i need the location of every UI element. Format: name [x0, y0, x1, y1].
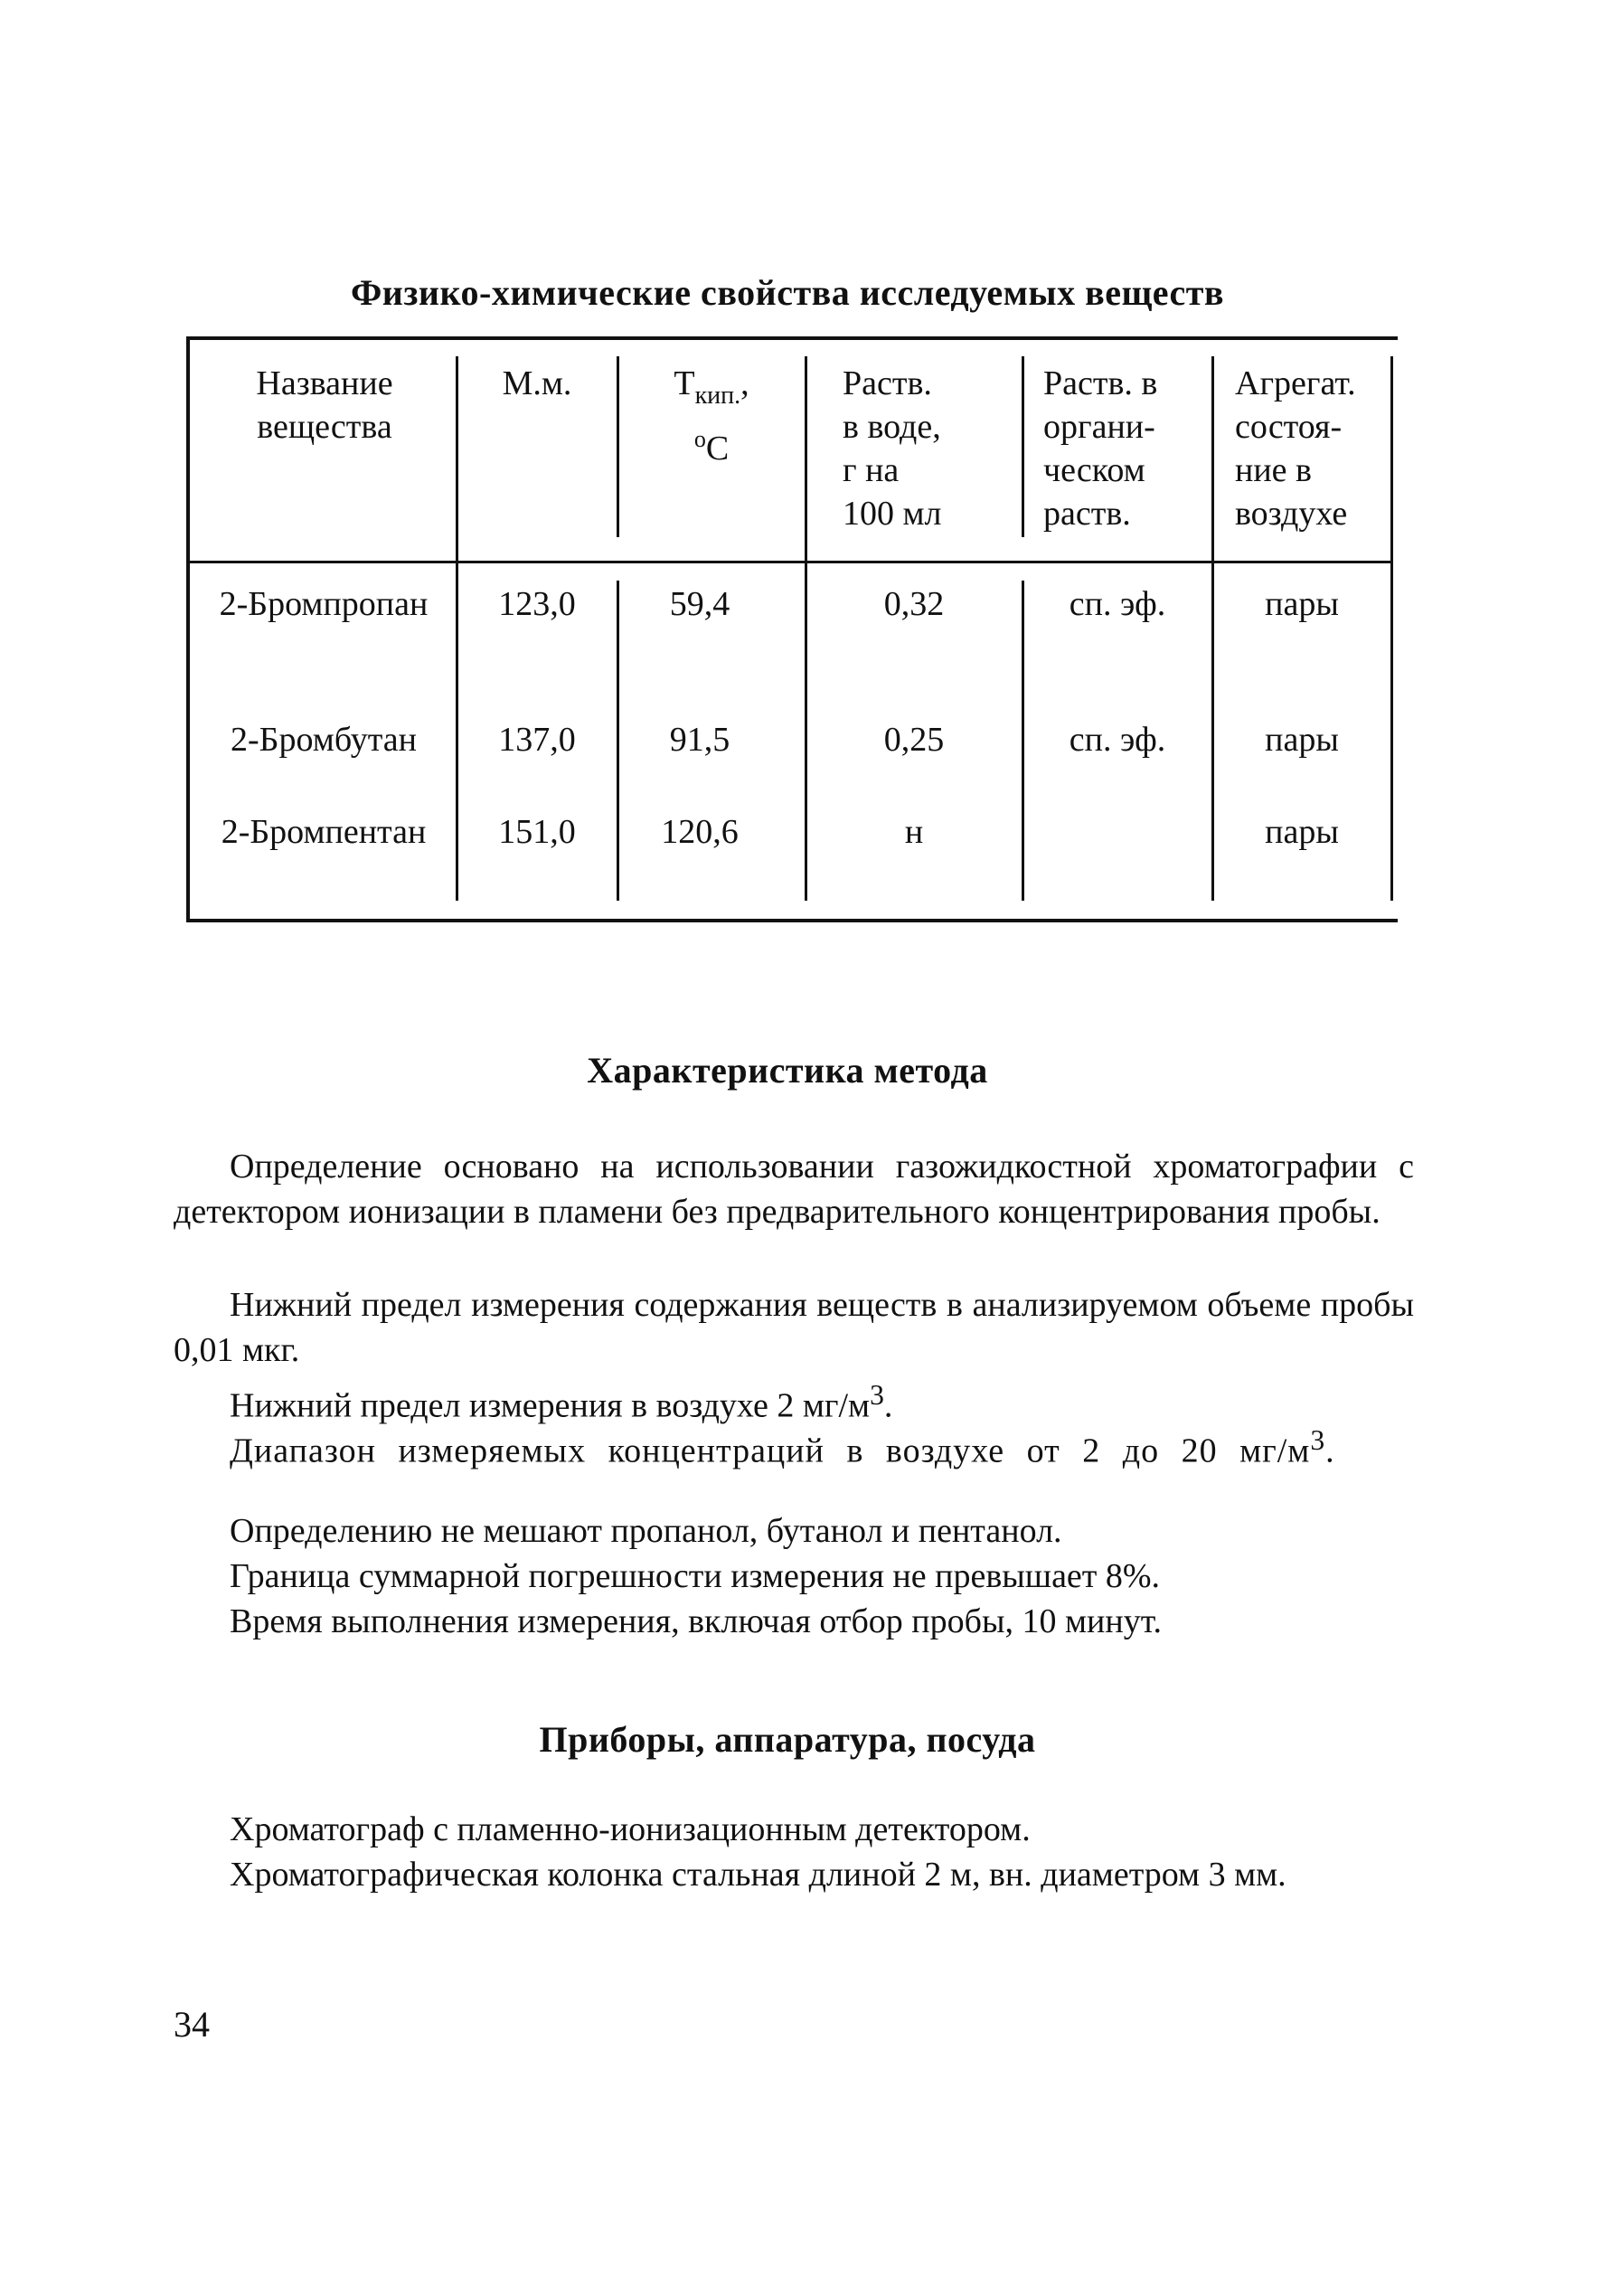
paragraph-duration: Время выполнения измерения, включая отбор пробы, 10 минут. — [230, 1602, 1162, 1640]
header-state-line: воздухе — [1235, 495, 1348, 533]
table-top-rule — [186, 336, 1398, 340]
degree-sign: o — [693, 426, 706, 452]
table-cell-molar-mass: 151,0 — [498, 813, 576, 851]
table-cell-boiling-point: 59,4 — [669, 585, 730, 623]
table-cell-water-solubility: 0,25 — [883, 721, 945, 759]
header-boiling-unit — [618, 418, 805, 470]
header-aggregate-state — [1235, 362, 1389, 535]
sentence-end: . — [883, 1386, 893, 1425]
superscript-cube: 3 — [870, 1379, 884, 1411]
header-name-line: вещества — [257, 408, 392, 446]
header-state-line: состоя- — [1235, 408, 1343, 446]
properties-table — [186, 336, 1398, 922]
header-organic-line: органи- — [1043, 408, 1155, 446]
section-heading-method: Характеристика метода — [587, 1050, 988, 1091]
header-boiling-subscript: кип. — [694, 382, 741, 410]
table-cell-aggregate-state: пары — [1265, 721, 1339, 759]
paragraph-range — [174, 1418, 1414, 1474]
header-organic-solubility — [1043, 362, 1210, 535]
header-molar-mass: М.м. — [502, 364, 572, 402]
header-water-solubility — [843, 362, 1020, 535]
range-text: Диапазон измеряемых концентраций в воздухе от 2 до 20 мг/м — [230, 1431, 1311, 1470]
table-cell-name: 2-Бромпентан — [221, 813, 427, 851]
paragraph-no-interference: Определению не мешают пропанол, бутанол и пентанол. — [230, 1512, 1062, 1550]
header-boiling-line — [618, 362, 805, 418]
table-cell-water-solubility: 0,32 — [883, 585, 945, 623]
header-organic-line: раств. — [1043, 495, 1131, 533]
header-water-line: в воде, — [843, 408, 941, 446]
celsius-unit: C — [705, 430, 730, 468]
paragraph-chromatograph: Хроматограф с пламенно-ионизационным детектором. — [230, 1810, 1031, 1848]
header-state-line: Агрегат. — [1235, 364, 1356, 402]
table-bottom-rule — [186, 919, 1398, 922]
paragraph-lower-limit-sample: Нижний предел измерения содержания веществ в анализируемом объеме пробы 0,01 мкг. — [174, 1286, 1414, 1369]
header-name — [195, 362, 454, 449]
paragraph-method-basis: Определение основано на использовании газожидкостной хроматографии с детектором ионизации в пламени без предварительного концентрирования пробы. — [174, 1148, 1414, 1231]
lower-limit-air-text: Нижний предел измерения в воздухе 2 мг/м — [230, 1386, 871, 1425]
header-water-line: 100 мл — [843, 495, 942, 533]
table-cell-aggregate-state: пары — [1265, 585, 1339, 623]
paragraph-column: Хроматографическая колонка стальная длиной 2 м, вн. диаметром 3 мм. — [230, 1856, 1286, 1894]
header-boiling-separator: , — [740, 364, 749, 402]
table-cell-water-solubility: н — [904, 813, 924, 851]
sentence-end: . — [1325, 1431, 1335, 1470]
table-caption: Физико-химические свойства исследуемых веществ — [350, 272, 1225, 313]
table-cell-boiling-point: 120,6 — [661, 813, 739, 851]
header-name-line: Название — [256, 364, 393, 402]
superscript-cube: 3 — [1310, 1424, 1326, 1456]
table-cell-organic-solubility: сп. эф. — [1069, 585, 1166, 623]
table-cell-organic-solubility: сп. эф. — [1069, 721, 1166, 759]
header-water-line: Раств. — [843, 364, 932, 402]
header-boiling-point — [618, 362, 805, 470]
table-cell-name: 2-Бромбутан — [231, 721, 417, 759]
paragraph-error-bound: Граница суммарной погрешности измерения не превышает 8%. — [230, 1557, 1161, 1595]
table-cell-molar-mass: 123,0 — [498, 585, 576, 623]
header-boiling-symbol: T — [674, 364, 695, 402]
table-cell-name: 2-Бромпропан — [219, 585, 429, 623]
header-organic-line: ческом — [1043, 451, 1145, 489]
table-right-border — [1390, 356, 1393, 901]
page-number: 34 — [174, 2004, 210, 2045]
column-separator — [1022, 356, 1024, 537]
header-water-line: г на — [843, 451, 900, 489]
table-cell-molar-mass: 137,0 — [498, 721, 576, 759]
section-heading-equipment: Приборы, аппаратура, посуда — [539, 1719, 1036, 1760]
table-cell-boiling-point: 91,5 — [669, 721, 730, 759]
header-state-line: ние в — [1235, 451, 1312, 489]
table-cell-aggregate-state: пары — [1265, 813, 1339, 851]
header-organic-line: Раств. в — [1043, 364, 1158, 402]
